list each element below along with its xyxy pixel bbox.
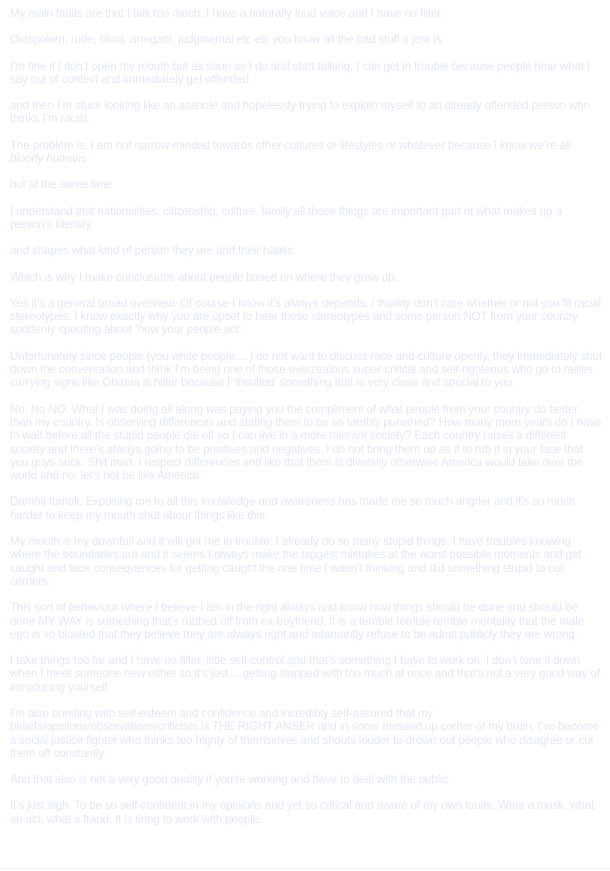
post-paragraph: I take things too far and I have no filter, little self-control and that’s something I have to work on. I don’t tone it down when I meet someone new either so it’s just….getting slapped with too much at once and that’s not a very good way of introducing yourself. (10, 654, 600, 694)
post-paragraph: My mouth is my downfall and it will get me in trouble. I already do so many stupid things. I have troubles knowing where the boundaries are and it seems I always make the biggest mistakes at the worst possible moments and get caught and face consequences for getting caught the one time I wasn’t thinking and did something stupid to cut corners. (10, 535, 582, 588)
post-paragraph: I understand that nationalities, citizenship, culture, family all those things are important part of what makes up a person’s identity (10, 204, 562, 231)
problem-text: The problem is: I am not narrow-minded towards other cultures or lifestyles or whatever because I (10, 138, 500, 152)
post-paragraph-problem (10, 139, 602, 166)
post-paragraph: but at the same time (10, 178, 113, 192)
post-paragraph: It’s just sigh. To be so self-confident in my opinions and yet so critical and aware of my own faults. What a mask, what an act, what a fraud. It is tiring to work with people. (10, 799, 595, 826)
bottom-divider (0, 868, 610, 869)
post-paragraph: Unfortunately since people (you white people….) do not want to discuss race and culture openly, they immediately shut down the conversation and think I’m being one of those overzealous super-critical and self-righteous who go to rallies carrying signs like Obama is hitler because I ‘insulted’ something that is very close and special to you. (10, 349, 602, 390)
post-paragraph: Damnit tumblr. Exposing me to all this knowledge and awareness has made me so much angrier and it’s so much harder to keep my mouth shut about things like this. (10, 495, 576, 522)
post-paragraph: My main faults are that I talk too much, I have a naturally loud voice and I have no filter. (10, 7, 444, 20)
post-paragraph: And that also is not a very good quality if you’re working and have to deal with the public. (10, 773, 452, 787)
post-paragraph: and then I’m stuck looking like an asshole and hopelessly trying to explain myself to an already offended person who thinks I’m racist (10, 99, 590, 126)
post-paragraph: No. No NO. What I was doing all along was paying you the compliment of what people from your country do better than my country. Is observing differences and stating them to be so terribly punished? How many more years do I have to wait before all the stupid people die off so I can live in a more tolerant society? Each country raises a different society and there’s always going to be positives and negatives. I do not bring them up as if to rub it in your face that you guys suck. Shit man. I respect differences and like that there is diversity otherwise America would take over the world and no, let’s not be like America. (10, 402, 602, 483)
post-paragraph: Yes it’s a general broad overview. Of course I know it’s always depends. I frankly don’t care whether or not you fit racial stereotypes. I know exactly why you are upset to hear these stereotypes and some person NOT from your country suddenly spouting about ‘how your people act’. (10, 296, 601, 337)
post-paragraph: Outspoken, rude, blunt, arrogant, judgmental etc etc you know all the bad stuff a jerk is (10, 33, 442, 47)
post-paragraph: This sort of behaviour where I believe I am in the right always and know how things should be done and should be done MY WAY is something that’s rubbed off from ex-boyfriend. It is a terrible terrible terrible mentality that the male ego is so bloated that they believe they are always right and adamantly refuse to be admit publicly they are wrong. (10, 601, 584, 641)
post-paragraph: I’m also bursting with self-esteem and confidence and incredibly self-assured that my beliefs/opinions/observations/criticism is THE RIGHT ANSER and in some messed up corner of my brain, I’ve become a social justice fighter who thinks too highly of themselves and shouts louder to drown out people who disagree or cut them off constantly. (10, 706, 599, 760)
post-paragraph: I’m fine if I don’t open my mouth but as soon as I do and start talking, I can get in trouble because people hear what I say out of context and immediately get offended (10, 59, 591, 86)
post-paragraph: Which is why I make conclusions about people based on where they grew up. (10, 270, 398, 284)
problem-emphasis: know we’re all bloody humans (10, 138, 571, 166)
post-paragraph: and shapes what kind of person they are and their habits. (10, 244, 296, 258)
